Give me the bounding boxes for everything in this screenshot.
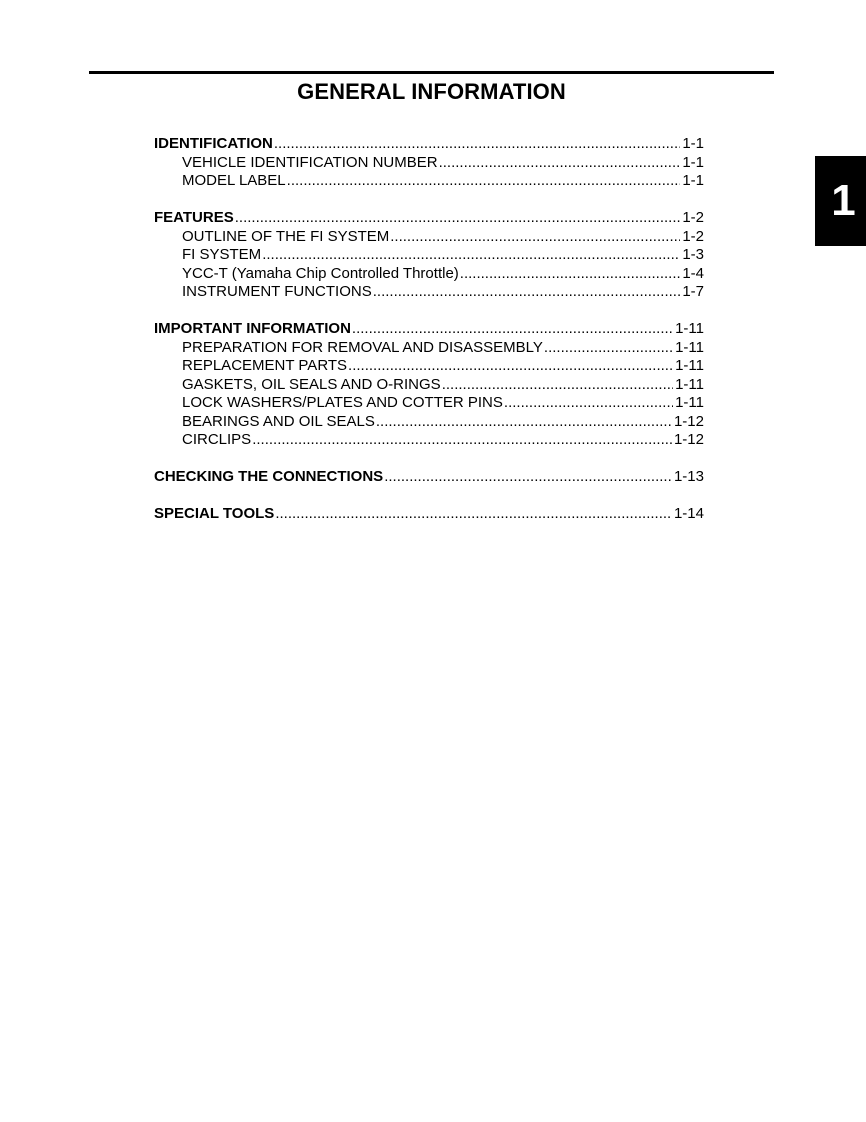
toc-entry-title: FEATURES [154,209,234,226]
toc-entry-title: FI SYSTEM [182,246,262,263]
toc-subentry[interactable] [154,283,704,302]
toc-entry[interactable] [154,135,704,154]
toc-entry-title: BEARINGS AND OIL SEALS [182,412,375,430]
toc-entry-title: SPECIAL TOOLS [154,505,275,522]
toc-entry-title: VEHICLE IDENTIFICATION NUMBER [182,153,438,171]
dot-leader [262,246,680,265]
dot-leader [235,209,681,228]
toc-subentry[interactable] [154,339,704,358]
dot-leader [460,265,681,284]
dot-leader [504,394,673,413]
toc-subentry[interactable] [154,394,704,413]
chapter-tab: 1 [815,156,866,246]
toc-page-number: 1-11 [675,357,704,374]
toc-subentry[interactable] [154,357,704,376]
toc-page-number: 1-7 [682,283,704,300]
toc-page-number: 1-11 [675,338,704,356]
toc-subentry[interactable] [154,376,704,395]
toc-page-number: 1-1 [682,172,704,189]
toc-page-number: 1-4 [682,264,704,282]
toc-page-number: 1-3 [682,246,704,263]
toc-subentry[interactable] [154,172,704,191]
toc-page-number: 1-14 [673,505,704,522]
toc-section [154,209,704,302]
toc-entry-title: LOCK WASHERS/PLATES AND COTTER PINS [182,394,503,411]
dot-leader [352,320,673,339]
toc-entry-title: CIRCLIPS [182,431,252,448]
dot-leader [373,283,681,302]
toc-page-number: 1-13 [673,468,704,485]
toc-page-number: 1-11 [675,394,704,411]
dot-leader [376,413,672,432]
page-title: GENERAL INFORMATION [297,79,566,104]
toc-subentry[interactable] [154,154,704,173]
dot-leader [252,431,672,450]
toc-entry-title: IMPORTANT INFORMATION [154,320,351,337]
dot-leader [274,135,680,154]
toc-section [154,468,704,487]
toc-page-number: 1-2 [682,227,704,245]
dot-leader [287,172,681,191]
toc-entry-title: OUTLINE OF THE FI SYSTEM [182,227,390,245]
toc-entry-title: REPLACEMENT PARTS [182,357,348,374]
dot-leader [390,228,680,247]
toc-section [154,505,704,524]
dot-leader [348,357,673,376]
toc-page-number: 1-12 [673,431,704,448]
dot-leader [384,468,672,487]
toc-entry[interactable] [154,505,704,524]
toc-subentry[interactable] [154,246,704,265]
toc-page-number: 1-12 [673,412,704,430]
toc-subentry[interactable] [154,431,704,450]
header-rule [89,71,774,74]
toc-entry[interactable] [154,320,704,339]
dot-leader [275,505,672,524]
toc-entry-title: CHECKING THE CONNECTIONS [154,468,384,485]
toc-entry-title: INSTRUMENT FUNCTIONS [182,283,372,300]
toc-subentry[interactable] [154,413,704,432]
toc-subentry[interactable] [154,228,704,247]
table-of-contents [154,135,704,542]
toc-page-number: 1-11 [675,375,704,393]
dot-leader [442,376,673,395]
toc-page-number: 1-2 [682,209,704,226]
toc-entry-title: YCC-T (Yamaha Chip Controlled Throttle) [182,264,459,282]
toc-entry-title: GASKETS, OIL SEALS AND O-RINGS [182,375,441,393]
toc-entry[interactable] [154,209,704,228]
toc-entry-title: IDENTIFICATION [154,135,273,152]
toc-entry[interactable] [154,468,704,487]
toc-page-number: 1-11 [675,320,704,337]
toc-entry-title: PREPARATION FOR REMOVAL AND DISASSEMBLY [182,338,543,356]
toc-section [154,320,704,450]
toc-subentry[interactable] [154,265,704,284]
toc-page-number: 1-1 [682,135,704,152]
dot-leader [544,339,673,358]
dot-leader [439,154,681,173]
toc-section [154,135,704,191]
toc-page-number: 1-1 [682,153,704,171]
toc-entry-title: MODEL LABEL [182,172,286,189]
